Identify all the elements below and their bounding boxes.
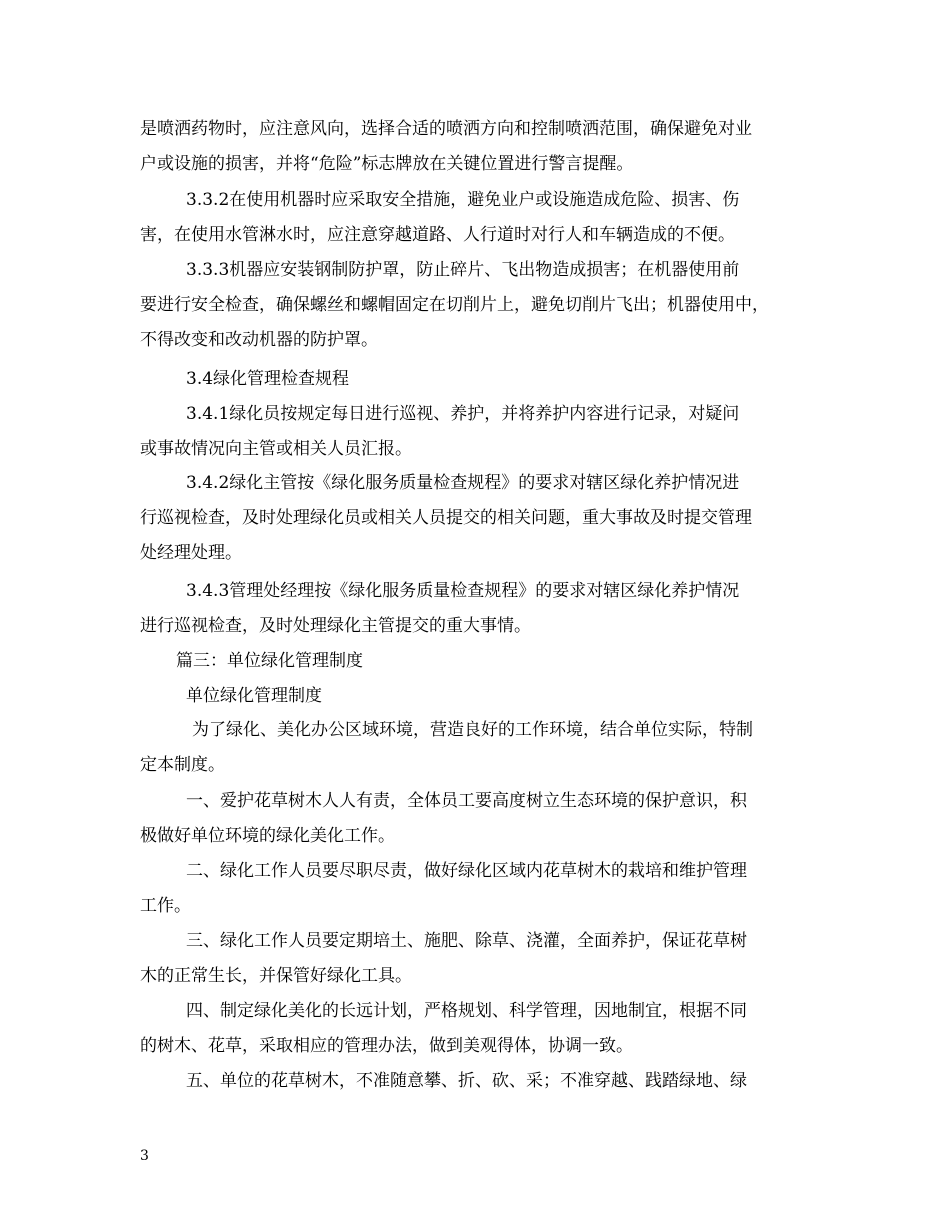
paragraph-intro bbox=[140, 713, 830, 783]
text-line: 极做好单位环境的绿化美化工作。 bbox=[140, 826, 395, 846]
text-line: 要进行安全检查，确保螺丝和螺帽固定在切削片上，避免切削片飞出；机器使用中， bbox=[140, 295, 769, 315]
text-line: 不得改变和改动机器的防护罩。 bbox=[140, 330, 378, 350]
text-line: 四、制定绿化美化的长远计划，严格规划、科学管理，因地制宜，根据不同 bbox=[186, 1001, 747, 1021]
text-line: 篇三：单位绿化管理制度 bbox=[176, 651, 363, 671]
paragraph-3-4-3 bbox=[140, 574, 830, 644]
text-line: 定本制度。 bbox=[140, 755, 225, 775]
paragraph-item-2 bbox=[140, 854, 830, 924]
text-line: 处经理处理。 bbox=[140, 543, 242, 563]
text-line: 单位绿化管理制度 bbox=[186, 686, 322, 706]
text-line: 三、绿化工作人员要定期培土、施肥、除草、浇灌，全面养护，保证花草树 bbox=[186, 931, 747, 951]
text-line: 是喷洒药物时，应注意风向，选择合适的喷洒方向和控制喷洒范围，确保避免对业 bbox=[140, 119, 752, 139]
text-line: 一、爱护花草树木人人有责，全体员工要高度树立生态环境的保护意识，积 bbox=[186, 791, 747, 811]
paragraph-3-3-2 bbox=[140, 183, 830, 253]
paragraph-3-4-2 bbox=[140, 466, 830, 571]
chapter-heading bbox=[140, 644, 830, 679]
text-line: 或事故情况向主管或相关人员汇报。 bbox=[140, 439, 412, 459]
paragraph-item-4 bbox=[140, 994, 830, 1064]
text-line: 3.4绿化管理检查规程 bbox=[186, 369, 350, 389]
document-title bbox=[140, 679, 830, 714]
paragraph-spraying-cont bbox=[140, 112, 830, 182]
text-line: 3.4.2绿化主管按《绿化服务质量检查规程》的要求对辖区绿化养护情况进 bbox=[186, 473, 740, 493]
text-line: 3.3.3机器应安装钢制防护罩，防止碎片、飞出物造成损害；在机器使用前 bbox=[186, 260, 740, 280]
paragraph-3-3-3 bbox=[140, 253, 830, 358]
paragraph-item-3 bbox=[140, 924, 830, 994]
text-line: 的树木、花草，采取相应的管理办法，做到美观得体，协调一致。 bbox=[140, 1036, 633, 1056]
paragraph-item-1 bbox=[140, 784, 830, 854]
text-line: 害，在使用水管淋水时，应注意穿越道路、人行道时对行人和车辆造成的不便。 bbox=[140, 225, 735, 245]
text-line: 进行巡视检查，及时处理绿化主管提交的重大事情。 bbox=[140, 616, 531, 636]
text-line: 3.4.3管理处经理按《绿化服务质量检查规程》的要求对辖区绿化养护情况 bbox=[186, 581, 740, 601]
page-number: 3 bbox=[140, 1148, 149, 1164]
text-line: 行巡视检查，及时处理绿化员或相关人员提交的相关问题，重大事故及时提交管理 bbox=[140, 508, 752, 528]
text-line: 工作。 bbox=[140, 896, 191, 916]
text-line: 户或设施的损害，并将“危险”标志牌放在关键位置进行警言提醒。 bbox=[140, 154, 634, 174]
text-line: 为了绿化、美化办公区域环境，营造良好的工作环境，结合单位实际，特制 bbox=[192, 720, 753, 740]
paragraph-item-5 bbox=[140, 1064, 830, 1099]
text-line: 3.3.2在使用机器时应采取安全措施，避免业户或设施造成危险、损害、伤 bbox=[186, 190, 740, 210]
paragraph-3-4-1 bbox=[140, 397, 830, 467]
text-line: 木的正常生长，并保管好绿化工具。 bbox=[140, 966, 412, 986]
section-heading-3-4 bbox=[140, 362, 830, 397]
text-line: 五、单位的花草树木，不准随意攀、折、砍、采；不准穿越、践踏绿地、绿 bbox=[186, 1071, 747, 1091]
text-line: 二、绿化工作人员要尽职尽责，做好绿化区域内花草树木的栽培和维护管理 bbox=[186, 861, 747, 881]
text-line: 3.4.1绿化员按规定每日进行巡视、养护，并将养护内容进行记录，对疑问 bbox=[186, 404, 740, 424]
